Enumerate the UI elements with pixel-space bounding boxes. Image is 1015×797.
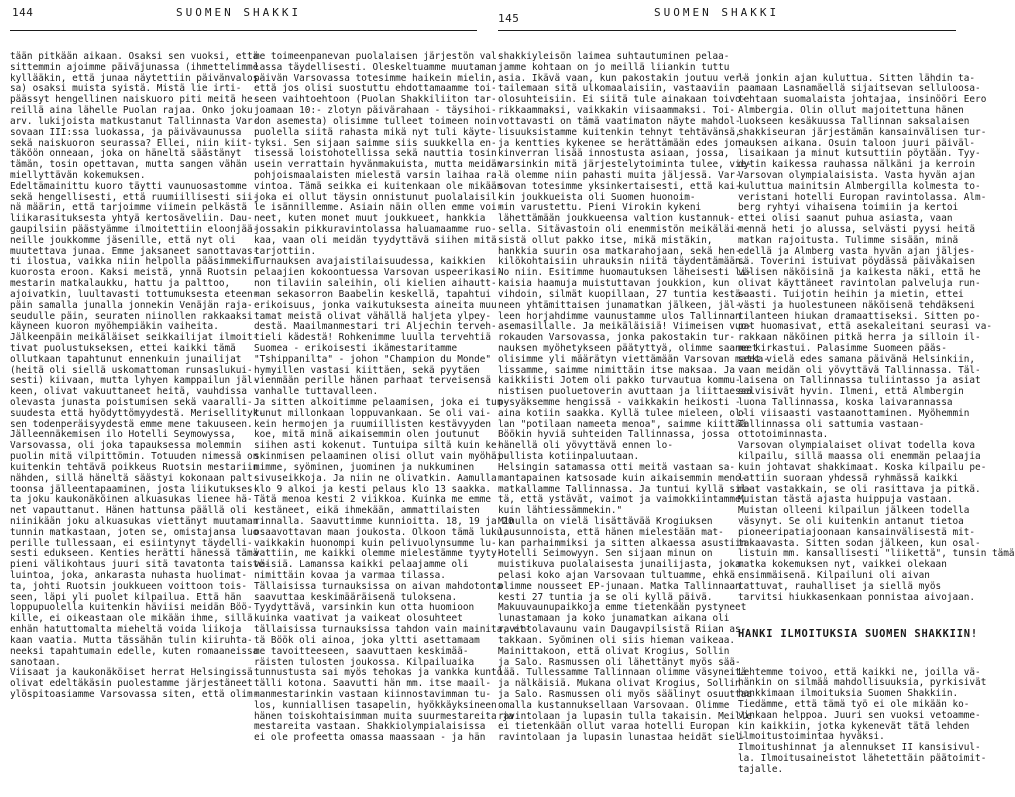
left-header-rule <box>10 30 477 31</box>
right-page-column-1: shakkiyleisön laimea suhtautuminen pelaa- jamme kohtaan on jo meillä liiankin tuttu asia. Ikävä vaan, kun pakostakin joutuu ver- tailemaan sitä ulkomaalaisiin, vastaaviin olosuhteisiin. Ei siitä tule ainakaan toivo- rikkaammaksi, vaikkakin viisaammaksi. Toi- vottavasti on tämä vaatimaton näyte mahdol- lisuuksistamme kuitenkin tehnyt tehtävänsä, ja kentties kykenee se herättämään edes jon- kinverran lisää innostusta asiaan, jossa, varsinkin mitä järjestelytoiminta tulee, vie- lä olemme niin pahasti muita jäljessä. Var- sovan totesimme yksinkertaisesti, että kai- kin joukkueista oli Suomen huonoim- min varustettu. Pieni Virokin kykeni lähettämään joukkueensa valtion kustannuk- sella. Sitävastoin oli enemmistön meikäläi- sistä ollut pakko itse, mikä mistäkin, hankkia suurin osa matkarahojaan, sekä hen- kilökohtaisiin uhrauksin niitä täydentämään. No niin. Esitimme huomautuksen läheisesti li- kaisia haamuja muistuttavan joukkion, kun vihdoin, silmät kuopillaan, 27 tuntia kestä- neen yhtämittaisen junamatkan jälkeen, jäl- leen horjahdimme vaunustamme ulos Tallinnan asemasillalle. Ja meikäläisiä! Viimeisen vuo- rokauden Varsovassa, jonka pakostakin tur- nauksen myöhetykseen päätyttyä, olimme saaneet olisimme yli määrätyn viettämään Varsovan matka- lissamme, saimme nimittäin itse maksaa. Ja kaikkiisti Jotem oli pakko turvautua kommu- nistisen puoluetoverin avuttaan ja liittaessa pysyäksemme hengissä - vaikkakin heikosti - aina kotiin saakka. Kyllä tulee mieleen, ol- lan "potilaan nameeta menoa", saimme kiittää Böökin hyviä suhteiden Tallinnassa, jossa hänellä oli yövyttävä ennen lo- pullista kotiinpaluutaan. Helsingin satamassa otti meitä vastaan sa- mantapainen katsosade kuin aikaisemmin meno- matkallamme Tallinnassa. Ja tuntui kyllä sil- tä, että ystävät, vaimot ja vaimokkiintamme, kuin lähtiessämmekin." Minulla on vielä lisättävää Krogiuksen lausunnoista, että hänen mielestään mat- kan parhaimmiksi ja sitten alkaessa asustiin Hotelli Seimowyyn. Sen sijaan minun on muistikuva puolalaisesta junailijasta, joka pelasi koko ajan Varsovaan tultuamme, ehkä olimme nousseet EP-junaan. Matka Tallinnaan kesti 27 tuntia ja se oli kyllä päivä. Makuuvaunupaikkoja emme tietenkään pystyneet lunastamaan ja koko junamatkan aikana oli ravintolavaunu vain Daugavpilsistä Riian as- takkaan. Syöminen oli siis hieman vaikeaa. Mainittakoon, että olivat Krogius, Sollin ja Salo. Rasmussen oli lähettänyt myös sää- lää. Tullessamme Tallinnaan olimme väsyneitä ja nälkäisiä. Mukana olivat Krogius, Sollin ja Salo. Rasmussen oli myös säälinyt osuuttaa omalla kustannuksellaan Varsovaan. Olimme ravintolaan ja lupasin tulla takaisin. Meille ei tietenkään ollut varaa hotelli Europan ravintolaan ja lupasin lunastaa heidät siel- <box>498 51 769 744</box>
right-page-title: SUOMEN SHAKKI <box>654 6 780 19</box>
right-page-column-2-text: lä jonkin ajan kuluttua. Sitten lähdin ta- paamaan Lasnamäellä sijaitsevan selluloosa- tehtaan suomalaista johtajaa, insinööri Eero Almbergia. Olin ollut majoitettuna hänen luokseen kesäkuussa Tallinnan saksalaisen shakkiseuran järjestämän kansainvälisen tur- nauksen aikana. Osuin taloon juuri päiväl- lisaikaan ja minut kutsuttiin pöytään. Tyy- dytin kaikessa rauhassa nälkäni ja kerroin Varsovan olympialaisista. Vasta hyvän ajan kuluttua mainitsin Almbergilla kolmesta to- veristani hotelli Europan ravintolassa. Alm- berg ryhtyi vihaisena toimiin ja kertoi ettei olisi saanut puhua asiasta, vaan mennä heti jo alussa, selvästi pyysi heitä matkan rajoitusta. Tulimme sisään, minä edellä ja Almberg vasta hyvän ajan jäljes- sä. Toverini istuivat pöydässä päiväkaisen välisen näköisinä ja kaikesta näki, että he olivat käyttäneet ravintolan palveluja run- saasti. Tuijotin heihin ja mietin, ettei västi ja huolestuneen näköisenä tehdäkseni tilanteen hiukan dramaattiseksi. Sitten po- pat huomasivat, että asekaleitani seurasi va- rakkaan näköinen pitkä herra ja silloin il- me kirkastui. Palasimme Suomeen pääs- seet vielä edes samana päivänä Helsinkiin, vaan meidän oli yövyttävä Tallinnassa. Täl- laisena on Tallinnassa tuliintasso ja asiat selvisivät hyvin. Ilmeni, että Almbergin luona Tallinnassa, koska laivarannassa oli viisaasti vastaanottaminen. Myöhemmin Tallinnassa oli sattumia vastaan- ottotoiminnasta. Varsovan olympialaiset olivat todella kova kilpailu, sillä maassa oli enemmän pelaajia kuin johtavat shakkimaat. Koska kilpailu pe- lattiin suoraan yhdessä ryhmässä kaikki maat vastakkain, se oli rasittava ja pitkä. Muistan tästä ajasta huippuja vastaan. Muistan olleeni kilpailun jälkeen todella väsynyt. Se oli kuitenkin antanut tietoa pioneeripatiajoonaan kansainvälisestä mit- takaavasta. Sitten sodan jälkeen, kun osal- listuin mm. kansallisesti "liikettä", tunsin tämä matka kokemuksen nyt, vaikkei olekaan ensimmäisenä. Kilpailuni oli aivan tattuvat, rauhalliset ja siellä myös tarvitsi hiukkasenkaan ponnistaa aivojaan. <box>738 72 1015 603</box>
advert-heading: HANKI ILMOITUKSIA SUOMEN SHAKKIIN! <box>738 628 978 641</box>
right-page-column-2 <box>738 52 1015 775</box>
right-page <box>484 0 1015 775</box>
left-page-column-1: tään pitkään aikaan. Osaksi sen vuoksi, että sittemmin ajoimme päiväjunassa (ihmettelimme kyllääkin, että junaa näytettiin päivänvalos- sa) osaksi muista syistä. Mistä lie irti- päässyt hengellinen naiskuoro piti meitä he- reillä aina lähelle Puolan rajaa. Onko joku arv. lukijoista matkustanut Tallinnasta Var- sovaan III:ssa luokassa, ja päivävaunussa sekä naiskuoron seurassa? Ellei, niin kiit- täköön onneaan, joka on häneltä säästänyt tämän, tosin opettavan, mutta sangen vähän miellyttävän kokemuksen. Edeltämainittu kuoro täytti vaunuosastomme sekä hengellisesti, että ruumiillisesti sii- nä määrin, että tarjoimme viimein pelkästä liikarasituksesta yhtyä kertosäveliin. Dau- gaupilsiin päästyämme ilmoitettiin eloonjää- neille joukkomme jäsenille, että nyt oli muutettava junaa. Emme jaksaneet sanottavas- ti ilostua, vaikka niin helpolla pääsimmekin kuorosta eroon. Kaksi meistä, ynnä Ruotsin mestarin matkalaukku, hattu ja palttoo, ajoivatkin, luultavasti tottumuksesta eteen- päin samalla junalla jonnekin Venäjän raja- seudulle päin, seuraten niinollen rakkaaksi käyneen kuoron myöhempiäkin vaiheita. Jälkeenpäin meikäläiset seikkailijat ilmoit- tivat puolustukseksen, ettei kaikki tämä ollutkaan tapahtunut ennenkuin junailijat (heitä oli siellä uskomattoman runsaslukui- sesti) kiivaan, mutta lyhyen kamppailun jäl- keen, olivat vakuuttaneet heitä, vauhdissa olevasta junasta poistumisen sekä vaaralli- suudesta että hyödyttömyydestä. Merisellityk- sen todenperäisyydestä emme mene takuuseen. Jälleennäkemisen ilo Hotelli Seymowyssa, Varsovassa, oli joka tapauksessa molemmin puolin mitä vilpittömin. Totuuden nimessä on kuitenkin tehtävä poikkeus Ruotsin mestariin nähden, sillä häneltä säästyi kokonaan palt- toonsa jälleentapaaminen, josta liikutukses- ta joku kaukonäköinen alkuasukas lienee hä- net vapauttanut. Hänen hattunsa päällä oli niinikään joku alkuasukas viettänyt muutaman tunnin matkastaan, joten se, omistajansa luo perille tullessaan, ei esiintynyt täydelli- sesti edukseen. Kenties herätti hänessä tämä pieni välikohtaus juuri sitä tavatonta taiste- luintoa, joka, ankarasta nuhasta huolimat- ta, johti Ruotsin joukkueen voittoon tois- seen, läpi yli puolet kilpailua. Että hän loppupuolella kuitenkin häviisi meidän Böö- kille, ei oikeastaan ole mikään ihme, sillä enhän hatuttomalta mieheltä voida liikoja kaan vaatia. Mutta tässähän tulin kiiruhta- neeksi tapahtumain edelle, kuten romaaneissa sanotaan. Viisaat ja kaukonäköiset herrat Helsingissä olivat edeltäkäsin puolestamme järjestäneet ylöspitoasiamme Varsovassa siten, että olim- <box>10 51 270 700</box>
left-page-column-2: me toimeenpanevan puolalaisen järjestön val- lassa täydellisesti. Oleskeltuamme muutaman päivän Varsovassa totesimme haikein mielin, että jos olisi suostuttu ehdottamaamme toi- seen vaihtoehtoon (Puolan Shakkiliiton tar- joamaan 10:- zlotyn päivärahaan - täysihoi- don asemesta) olisimme tulleet toimeen noin puolella siitä rahasta mikä nyt tuli käyte- tyksi. Sen sijaan saimme siis suukkella en- tisessä loistohotellissa sekä nauttia tosin usein verrattain hyvänmakuista, mutta meidän pohjoismaalaisten mielestä varsin laihaa ra- vintoa. Tämä seikka ei kuitenkaan ole mikään joka ei ollut täysin onnistunut puolalaisil- le isännillemme. Asiain näin ollen emme voi- neet, kuten monet muut joukkueet, hankkia jossakin pikkuravintolassa haluamaamme ruo- kaa, vaan oli meidän tyydyttävä siihen mitä tarjottiin. Turnauksen avajaistilaisuudessa, kaikkien pelaajien kokoontuessa Varsovan uspeerikasi- non tilaviin saleihin, oli kielien aihautt- man sekasorron Baabelin keskellä, tapahtui erikoisuus, jonka vaikutuksesta aineita muu tamat meistä olivat vähällä haljeta ylpey- destä. Maailmanmestari tri Aljechin terveh- tieli kädestä! Rohkenimme luulla tervehtiä Suomea - erikoisesti ikämestaritamme "Tshippanilta" - johon "Champion du Monde" hymyillen vastasi kiittäen, sekä pyytäen vienmään perille hänen parhaat terveisensä vanhalle tuttavalleen. Ja sitten alkoitimme pelaamisen, joka ei tun- tunut millonkaan loppuvankaan. Se oli vai- kein hermojen ja ruumiillisten kestävyyden koe, mitä minä aikaisemmin olen joutunut siihen asti kokenut. Tuntuipa siltä kuin ke- skinmisen pelaaminen olisi ollut vain myöhäi- mimme, syöminen, juominen ja nukkuminen sivuseikkoja. Ja niin ne olivatkin. Aamulla klo 9 alkoi ja kesti pelaus klo 13 saakka. Tätä menoa kesti 2 viikkoa. Kuinka me emme kestäneet, eikä ihmekään, ammattilaisten rinnalla. Saavuttimme kunnioitta. 18, 19 ja 20 osaavottavan maan joukosta. Olkoon tämä luku, vaikkakin huonompi kuin pelivuolynsumme lu- vattiin, me kaikki olemme mielestämme tyyty- väisiä. Lamanssa kaikki pelaajamme oli nimittäin kovaa ja varmaa tilassa. Tällaisissa turnauksissa on aivan mahdotonta saavuttaa keskimääräisenä tuloksena. Tyydyttävä, varsinkin kun otta huomioon kuinka vaativat ja vaikeat olosuhteet tällaisissa turnauksissa tahdon vain mainita, et- tä Böök oli ainoa, joka yltti asettamaam me tavoitteeseen, saavuttaen keskimää- räisten tulosten joukossa. Kilpailuaika tunnustusta sai myös tehokas ja vankka kunto tälli kotona. Saavutti hän mm. itse maail- manmestarinkin vastaan kiinnostavimman tu- los, kunniallisen tasapelin, hyökkäyksineen hänen toiskohtaisimman muita suurmestareita ja mestareita vastaan. Shakkiolympialaisissa ei ole profeetta omassa maassaan - ja hän <box>254 51 531 744</box>
left-page-header <box>0 6 479 32</box>
right-header-rule <box>498 30 956 31</box>
left-page-title: SUOMEN SHAKKI <box>176 6 302 19</box>
right-page-header <box>484 6 959 32</box>
advert-text: Lehtemme toivoo, että kaikki ne, joilla vä- hänkin on silmää mahdollisuuksia, pyrkisivät hankkimaan ilmoituksia Suomen Shakkiin. Tiedämme, että tämä työ ei ole mikään ko- vinkaan helppoa. Juuri sen vuoksi vetoamme- kin kaikkiin, jotka kykenevät tätä lehden ilmoitustoimintaa hyväksi. Ilmoitushinnat ja alennukset II kansisivul- la. Ilmoitusaineistot lähetettäin päätoimit- tajalle. <box>738 666 987 775</box>
left-page-number: 144 <box>12 6 34 19</box>
right-page-number: 145 <box>498 12 520 25</box>
